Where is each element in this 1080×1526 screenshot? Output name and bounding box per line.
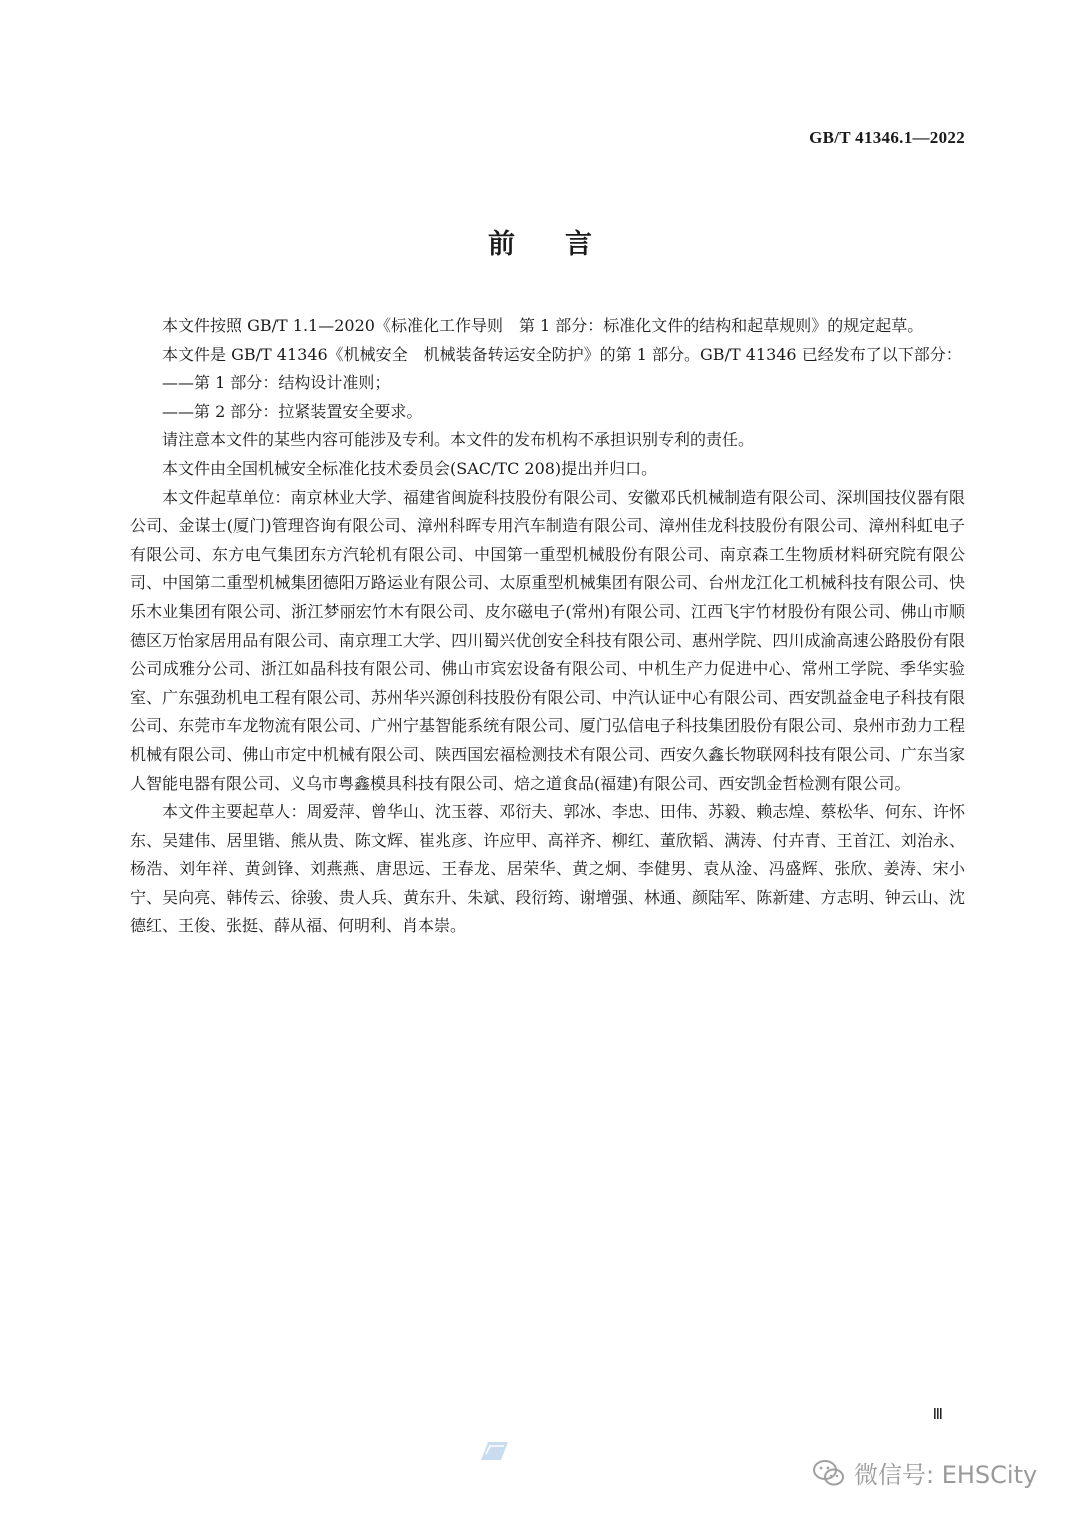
list-item: ——第 2 部分：拉紧装置安全要求。: [162, 401, 423, 421]
preface-body: [130, 312, 965, 941]
paragraph-patent-notice: 请注意本文件的某些内容可能涉及专利。本文件的发布机构不承担识别专利的责任。: [162, 430, 755, 450]
paragraph-proposer: 本文件由全国机械安全标准化技术委员会(SAC/TC 208)提出并归口。: [162, 458, 658, 478]
watermark-text: 微信号: EHSCity: [854, 1461, 1038, 1489]
wechat-watermark: [812, 1455, 1037, 1490]
standard-number: GB/T 41346.1—2022: [809, 128, 965, 147]
paragraph-drafting-rules: 本文件按照 GB/T 1.1—2020《标准化工作导则 第 1 部分：标准化文件的结构和起草规则》的规定起草。: [162, 316, 924, 335]
paragraph-series-part: 本文件是 GB/T 41346《机械安全 机械装备转运安全防护》的第 1 部分。GB/T 41346 已经发布了以下部分：: [162, 344, 962, 364]
paragraph-drafters: 本文件主要起草人：周爱萍、曾华山、沈玉蓉、邓衍夫、郭冰、李忠、田伟、苏毅、赖志煌、蔡松华、何东、许怀东、吴建伟、居里锴、熊从贵、陈文辉、崔兆彦、许应甲、高祥齐、柳红、董欣韬、满涛、付卉青、王首江、刘治永、杨浩、刘年祥、黄剑锋、刘燕燕、唐思远、王春龙、居荣华、黄之炯、李健男、袁从淦、冯盛辉、张欣、姜涛、宋小宁、吴向亮、韩传云、徐骏、贵人兵、黄东升、朱斌、段衍筠、谢增强、林通、颜陆军、陈新建、方志明、钟云山、沈德红、王俊、张挺、薛从福、何明利、肖本崇。: [130, 802, 965, 936]
sac-logo-icon: [478, 1440, 510, 1462]
paragraph-drafting-units: 本文件起草单位：南京林业大学、福建省闽旋科技股份有限公司、安徽邓氏机械制造有限公司、深圳国技仪器有限公司、金谋士(厦门)管理咨询有限公司、漳州科晖专用汽车制造有限公司、漳州佳龙科技股份有限公司、漳州科虹电子有限公司、东方电气集团东方汽轮机有限公司、中国第一重型机械股份有限公司、南京森工生物质材料研究院有限公司、中国第二重型机械集团德阳万路运业有限公司、太原重型机械集团有限公司、台州龙江化工机械科技有限公司、快乐木业集团有限公司、浙江梦丽宏竹木有限公司、皮尔磁电子(常州)有限公司、江西飞宇竹材股份有限公司、佛山市顺德区万怡家居用品有限公司、南京理工大学、四川蜀兴优创安全科技有限公司、惠州学院、四川成渝高速公路股份有限公司成雅分公司、浙江如晶科技有限公司、佛山市宾宏设备有限公司、中机生产力促进中心、常州工学院、季华实验室、广东强劲机电工程有限公司、苏州华兴源创科技股份有限公司、中汽认证中心有限公司、西安凯益金电子科技有限公司、东莞市车龙物流有限公司、广州宁基智能系统有限公司、厦门弘信电子科技集团股份有限公司、泉州市劲力工程机械有限公司、佛山市定中机械有限公司、陕西国宏福检测技术有限公司、西安久鑫长物联网科技有限公司、广东当家人智能电器有限公司、义乌市粤鑫模具科技有限公司、焙之道食品(福建)有限公司、西安凯金哲检测有限公司。: [130, 487, 965, 793]
page-number: Ⅲ: [932, 1407, 943, 1423]
list-item: ——第 1 部分：结构设计准则；: [162, 373, 391, 393]
page-title: 前言: [488, 229, 642, 260]
wechat-icon: [812, 1458, 846, 1488]
